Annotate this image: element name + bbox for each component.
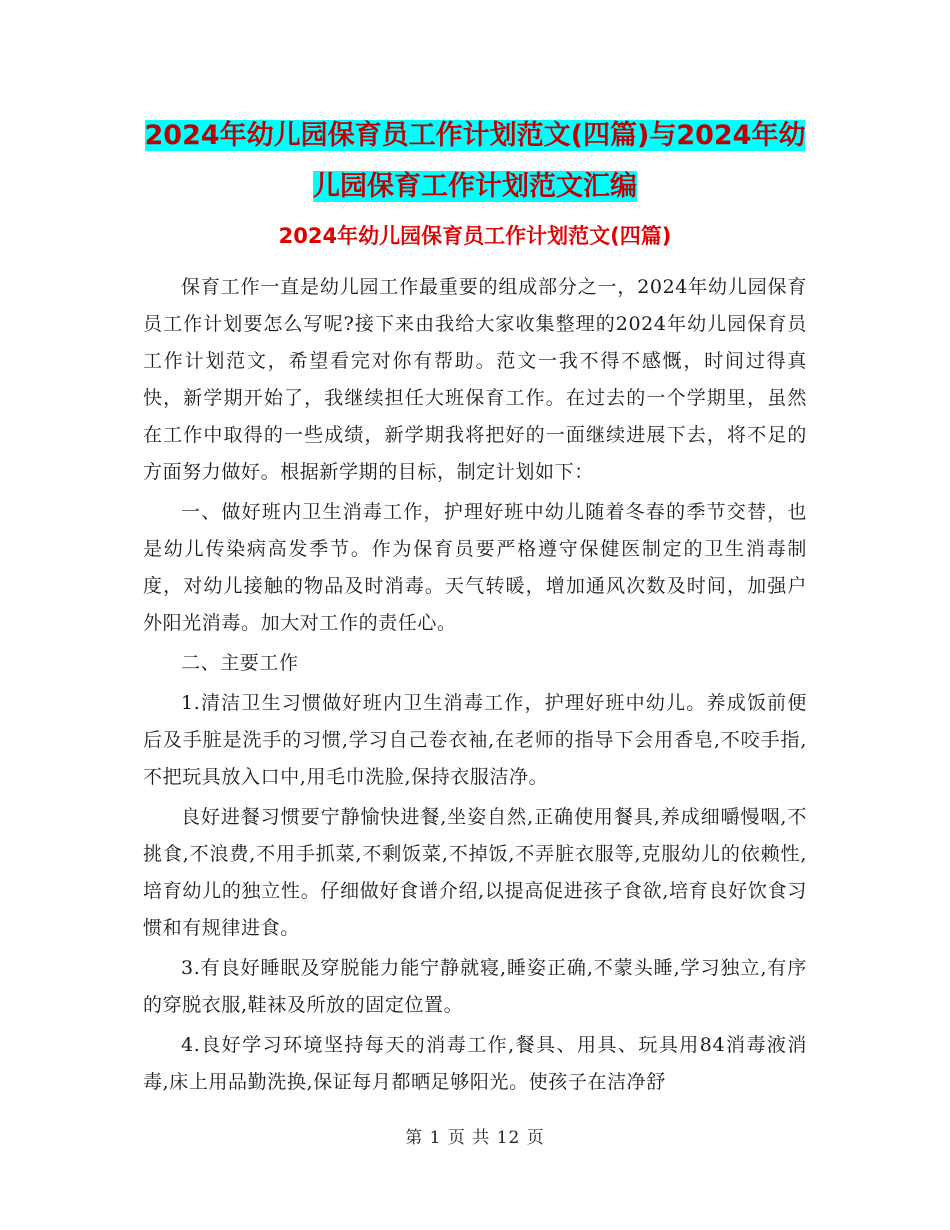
paragraph-cleanliness: 1.清洁卫生习惯做好班内卫生消毒工作，护理好班中幼儿。养成饭前便后及手脏是洗手的习惯,学习自己卷衣袖,在老师的指导下会用香皂,不咬手指,不把玩具放入口中,用毛巾洗脸,保持衣服洁净。 <box>143 692 807 788</box>
paragraph-environment: 4.良好学习环境坚持每天的消毒工作,餐具、用具、玩具用84消毒液消毒,床上用品勤洗换,保证每月都晒足够阳光。使孩子在洁净舒 <box>143 1034 807 1093</box>
section-title: 2024年幼儿园保育员工作计划范文(四篇) <box>278 224 672 248</box>
document-main-title <box>140 110 810 212</box>
page-number-footer: 第 1 页 共 12 页 <box>405 1128 545 1148</box>
paragraph-intro: 保育工作一直是幼儿园工作最重要的组成部分之一，2024年幼儿园保育员工作计划要怎么写呢?接下来由我给大家收集整理的2024年幼儿园保育员工作计划范文，希望看完对你有帮助。范文一我不得不感慨，时间过得真快，新学期开始了，我继续担任大班保育工作。在过去的一个学期里，虽然在工作中取得的一些成绩，新学期我将把好的一面继续进展下去，将不足的方面努力做好。根据新学期的目标，制定计划如下： <box>143 276 807 483</box>
paragraph-hygiene: 一、做好班内卫生消毒工作，护理好班中幼儿随着冬春的季节交替，也是幼儿传染病高发季节。作为保育员要严格遵守保健医制定的卫生消毒制度，对幼儿接触的物品及时消毒。天气转暖，增加通风次数及时间，加强户外阳光消毒。加大对工作的责任心。 <box>143 501 807 634</box>
document-body <box>143 269 807 1104</box>
paragraph-eating-habits: 良好进餐习惯要宁静愉快进餐,坐姿自然,正确使用餐具,养成细嚼慢咽,不挑食,不浪费,不用手抓菜,不剩饭菜,不掉饭,不弄脏衣服等,克服幼儿的依赖性,培育幼儿的独立性。仔细做好食谱介绍,以提高促进孩子食欲,培育良好饮食习惯和有规律进食。 <box>143 806 807 939</box>
main-title-text: 2024年幼儿园保育员工作计划范文(四篇)与2024年幼儿园保育工作计划范文汇编 <box>144 120 806 202</box>
paragraph-main-work-heading: 二、主要工作 <box>181 652 299 674</box>
paragraph-sleep: 3.有良好睡眠及穿脱能力能宁静就寝,睡姿正确,不蒙头睡,学习独立,有序的穿脱衣服,鞋袜及所放的固定位置。 <box>143 957 807 1016</box>
